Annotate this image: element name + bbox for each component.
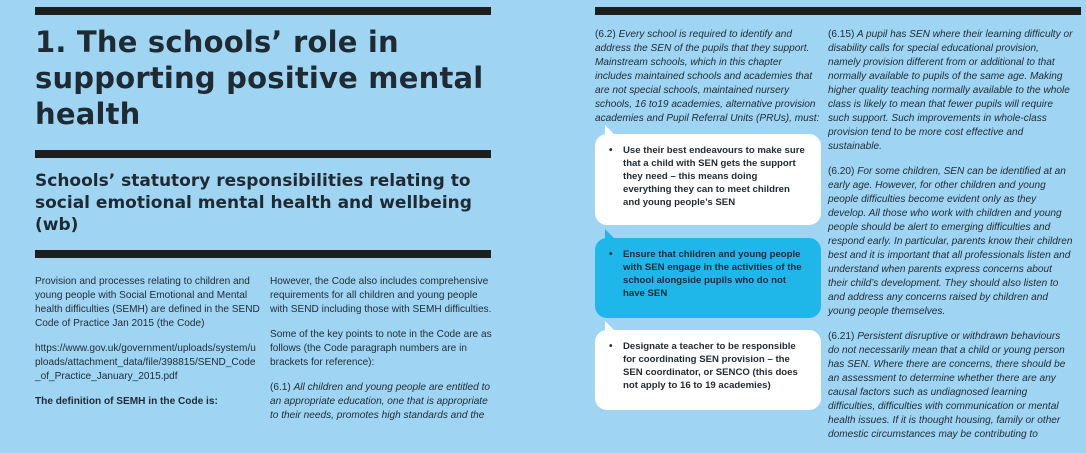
paragraph-text: All children and young people are entitled to an appropriate education, one that is appropriate to their needs, promotes high standards and the [270, 382, 490, 421]
section-subtitle: Schools’ statutory responsibilities relating to social emotional mental health and wellbeing (wb) [35, 171, 472, 235]
intro-paragraph: Provision and processes relating to children and young people with Social Emotional and Mental health difficulties (SEMH) are defined in the SEND Code of Practice Jan 2015 (the Code) [35, 276, 260, 329]
bullet-dot: • [609, 145, 613, 156]
left-page [0, 0, 543, 421]
bullet-dot: • [609, 249, 613, 260]
left-column [35, 275, 260, 420]
paragraph-text: A pupil has SEN where their learning difficulty or disability calls for special educational provision, namely provision different from or additional to that normally available to pupils of the same age. Making higher quality teaching normally available to the whole class is likely to mean that fewer pupils will require such support. Such improvements in whole-class provision tend to be more cost effective and sustainable. [828, 29, 1073, 152]
right-left-column [595, 28, 820, 137]
paragraph-number: (6.1) [270, 382, 291, 393]
paragraph-number: (6.2) [595, 29, 616, 40]
paragraph-number: (6.15) [828, 29, 855, 40]
paragraph-text: Every school is required to identify and address the SEN of the pupils that they support. Mainstream schools, which in this chapter includes maintained schools and academies that are not special schools, maintained nursery schools, 16 to19 academies, alternative provision academies and Pupil Referral Units (PRUs), must: [595, 29, 820, 124]
code-requirements-paragraph: However, the Code also includes comprehensive requirements for all children and young people with SEND including those with SEMH difficulties. [270, 276, 492, 315]
bullet-bubble-2-highlighted [595, 238, 821, 318]
bullet-text: Designate a teacher to be responsible for coordinating SEN provision – the SEN coordinator, or SENCO (this does not apply to 16 to 19 academies) [623, 341, 798, 391]
bullet-bubble-1 [595, 134, 821, 225]
bubble-tail [605, 229, 617, 241]
bubble-tail [605, 125, 617, 137]
paragraph-text: For some children, SEN can be identified at an early age. However, for other children and young people difficulties become evident only as they develop. All those who work with children and young people should be alert to emerging difficulties and respond early. In particular, parents know their children best and it is important that all professionals listen and understand when parents express concerns about their child’s development. They should also listen to and address any concerns raised by children and young people themselves. [828, 166, 1073, 317]
paragraph-6-15 [828, 28, 1073, 154]
bullet-text: Ensure that children and young people with SEN engage in the activities of the school alongside pupils who do not have SEN [623, 249, 802, 299]
right-right-column [828, 28, 1073, 453]
paragraph-text: Persistent disruptive or withdrawn behaviours do not necessarily mean that a child or young person has SEN. Where there are concerns, there should be an assessment to determine whether there are any causal factors such as undiagnosed learning difficulties, difficulties with communication or mental health issues. If it is thought housing, family or other domestic circumstances may be contributing to [828, 331, 1066, 440]
right-page [543, 0, 1086, 440]
code-url: https://www.gov.uk/government/uploads/system/uploads/attachment_data/file/398815/SEND_Code_of_Practice_January_2015.pdf [35, 343, 256, 382]
semh-definition-heading: The definition of SEMH in the Code is: [35, 396, 218, 407]
right-top-rule [595, 7, 1081, 15]
subtitle-rule [35, 250, 491, 258]
bullet-bubble-3 [595, 330, 821, 410]
bubble-tail [605, 321, 617, 333]
paragraph-number: (6.21) [828, 331, 855, 342]
bullet-dot: • [609, 341, 613, 352]
middle-column [270, 275, 495, 434]
page-title: 1. The schools’ role in supporting positive mental health [35, 25, 484, 131]
bullet-text: Use their best endeavours to make sure that a child with SEN gets the support they need – this means doing everything they can to meet children and young people’s SEN [623, 145, 805, 208]
paragraph-6-20 [828, 165, 1073, 319]
paragraph-number: (6.20) [828, 166, 855, 177]
paragraph-6-2 [595, 28, 820, 126]
key-points-paragraph: Some of the key points to note in the Code are as follows (the Code paragraph numbers are in brackets for reference): [270, 329, 492, 368]
paragraph-6-1 [270, 381, 495, 423]
top-rule [35, 7, 491, 15]
paragraph-6-21 [828, 330, 1073, 442]
title-rule [35, 150, 491, 158]
